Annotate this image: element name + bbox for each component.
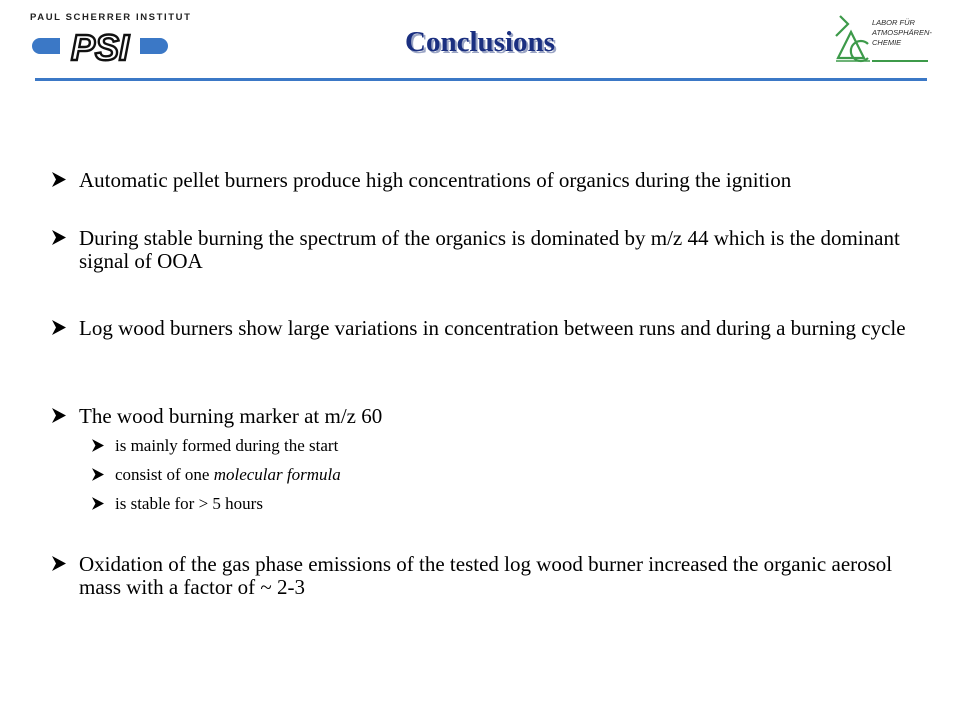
- sub-bullet-2: [92, 465, 892, 485]
- sub-bullet-3: [92, 494, 892, 514]
- arrow-bullet-icon: [52, 230, 66, 245]
- arrow-bullet-icon: [92, 439, 104, 452]
- bullet-4-text: The wood burning marker at m/z 60: [79, 404, 383, 428]
- bullet-4: [52, 405, 912, 428]
- bullet-5-text: Oxidation of the gas phase emissions of the tested log wood burner increased the organic aerosol mass with a factor of ~ 2-3: [79, 552, 893, 599]
- arrow-bullet-icon: [52, 556, 66, 571]
- lab-logo-mark: [834, 14, 872, 64]
- sub-bullet-1: [92, 436, 892, 456]
- bullet-1: [52, 169, 912, 192]
- lab-logo-underline: [872, 60, 928, 62]
- lab-logo-line-3: CHEMIE: [872, 38, 902, 47]
- arrow-bullet-icon: [92, 497, 104, 510]
- lab-logo-line-2: ATMOSPHÄREN-: [872, 28, 932, 37]
- institute-name: PAUL SCHERRER INSTITUT: [30, 12, 192, 23]
- bullet-2-text: During stable burning the spectrum of the organics is dominated by m/z 44 which is the dominant signal of OOA: [79, 226, 900, 273]
- bullet-3: [52, 317, 912, 340]
- bullet-1-text: Automatic pellet burners produce high concentrations of organics during the ignition: [79, 168, 792, 192]
- arrow-bullet-icon: [52, 172, 66, 187]
- bullet-2: [52, 227, 912, 273]
- lab-logo: [834, 12, 934, 68]
- header-divider: [35, 78, 927, 81]
- arrow-bullet-icon: [52, 408, 66, 423]
- lab-logo-line-1: LABOR FÜR: [872, 18, 915, 27]
- sub-bullet-2-italic: molecular formula: [213, 465, 341, 484]
- bullet-5: [52, 553, 912, 599]
- psi-logo-text: PSI: [70, 27, 130, 68]
- bullet-3-text: Log wood burners show large variations in concentration between runs and during a burning cycle: [79, 316, 906, 340]
- arrow-bullet-icon: [52, 320, 66, 335]
- arrow-bullet-icon: [92, 468, 104, 481]
- sub-bullet-3-text: is stable for > 5 hours: [115, 494, 263, 513]
- sub-bullet-2-prefix: consist of one: [115, 465, 214, 484]
- sub-bullet-1-text: is mainly formed during the start: [115, 436, 339, 455]
- page-title: Conclusions: [405, 26, 555, 58]
- sub-bullet-2-text: [115, 465, 892, 485]
